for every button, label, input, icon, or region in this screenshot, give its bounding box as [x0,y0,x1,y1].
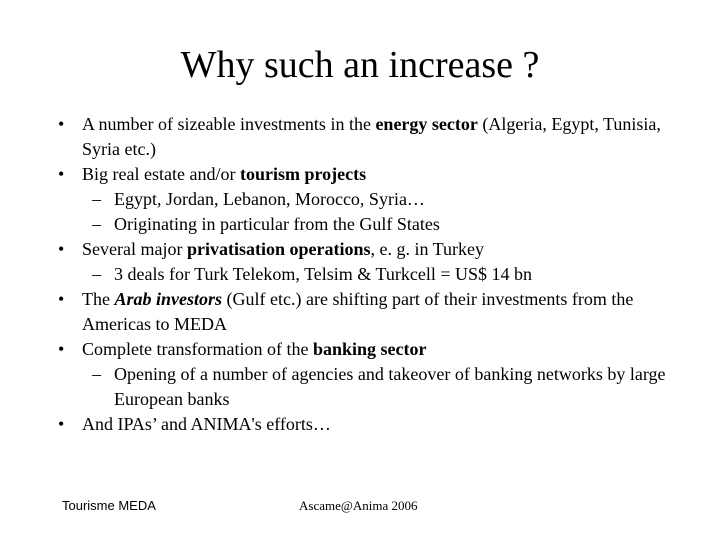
bullet-item-energy-sector [58,112,698,162]
bullet-text-part: A number of sizeable investments in the [82,114,376,134]
bullet-emphasis: privatisation operations [186,239,371,259]
bullet-marker: • [58,414,65,434]
sub-marker: – [92,189,101,209]
bullet-list [58,112,698,437]
bullet-text-part: (Algeria, Egypt, Tunisia, Syria etc.) [82,114,661,159]
sub-item-text: Opening of a number of agencies and takeover of banking networks by large European banks [114,364,666,409]
bullet-text-part: (Gulf etc.) are shifting part of their investments from the Americas to MEDA [82,289,634,334]
bullet-emphasis: banking sector [312,339,427,359]
bullet-item-banking-sector [58,337,698,362]
bullet-emphasis: tourism projects [239,164,367,184]
bullet-item-arab-investors [58,287,698,337]
sub-item-text: Originating in particular from the Gulf States [114,214,440,234]
sub-marker: – [92,364,101,384]
bullet-marker: • [58,289,65,309]
sub-item-gulf-origin [58,212,698,237]
slide-title: Why such an increase ? [180,44,540,86]
bullet-item-tourism-projects [58,162,698,187]
bullet-text-part: Several major [82,239,187,259]
bullet-emphasis: energy sector [375,114,478,134]
bullet-marker: • [58,239,65,259]
footer-left-text: Tourisme MEDA [62,498,156,513]
sub-item-european-banks [58,362,698,412]
footer-center-text: Ascame@Anima 2006 [299,498,418,513]
bullet-text-part: , e. g. in Turkey [370,239,484,259]
sub-item-turkey-deals [58,262,698,287]
bullet-marker: • [58,339,65,359]
bullet-item-privatisation [58,237,698,262]
bullet-marker: • [58,114,65,134]
sub-marker: – [92,214,101,234]
bullet-item-ipa-efforts [58,412,698,437]
bullet-text-part: And IPAs’ and ANIMA's efforts… [82,414,331,434]
bullet-text-part: Complete transformation of the [82,339,313,359]
bullet-text-part: The [82,289,115,309]
sub-item-text: Egypt, Jordan, Lebanon, Morocco, Syria… [114,189,425,209]
bullet-text-part: Big real estate and/or [82,164,240,184]
sub-marker: – [92,264,101,284]
bullet-marker: • [58,164,65,184]
sub-item-text: 3 deals for Turk Telekom, Telsim & Turkcell = US$ 14 bn [114,264,532,284]
bullet-emphasis: Arab investors [114,289,223,309]
sub-item-countries [58,187,698,212]
